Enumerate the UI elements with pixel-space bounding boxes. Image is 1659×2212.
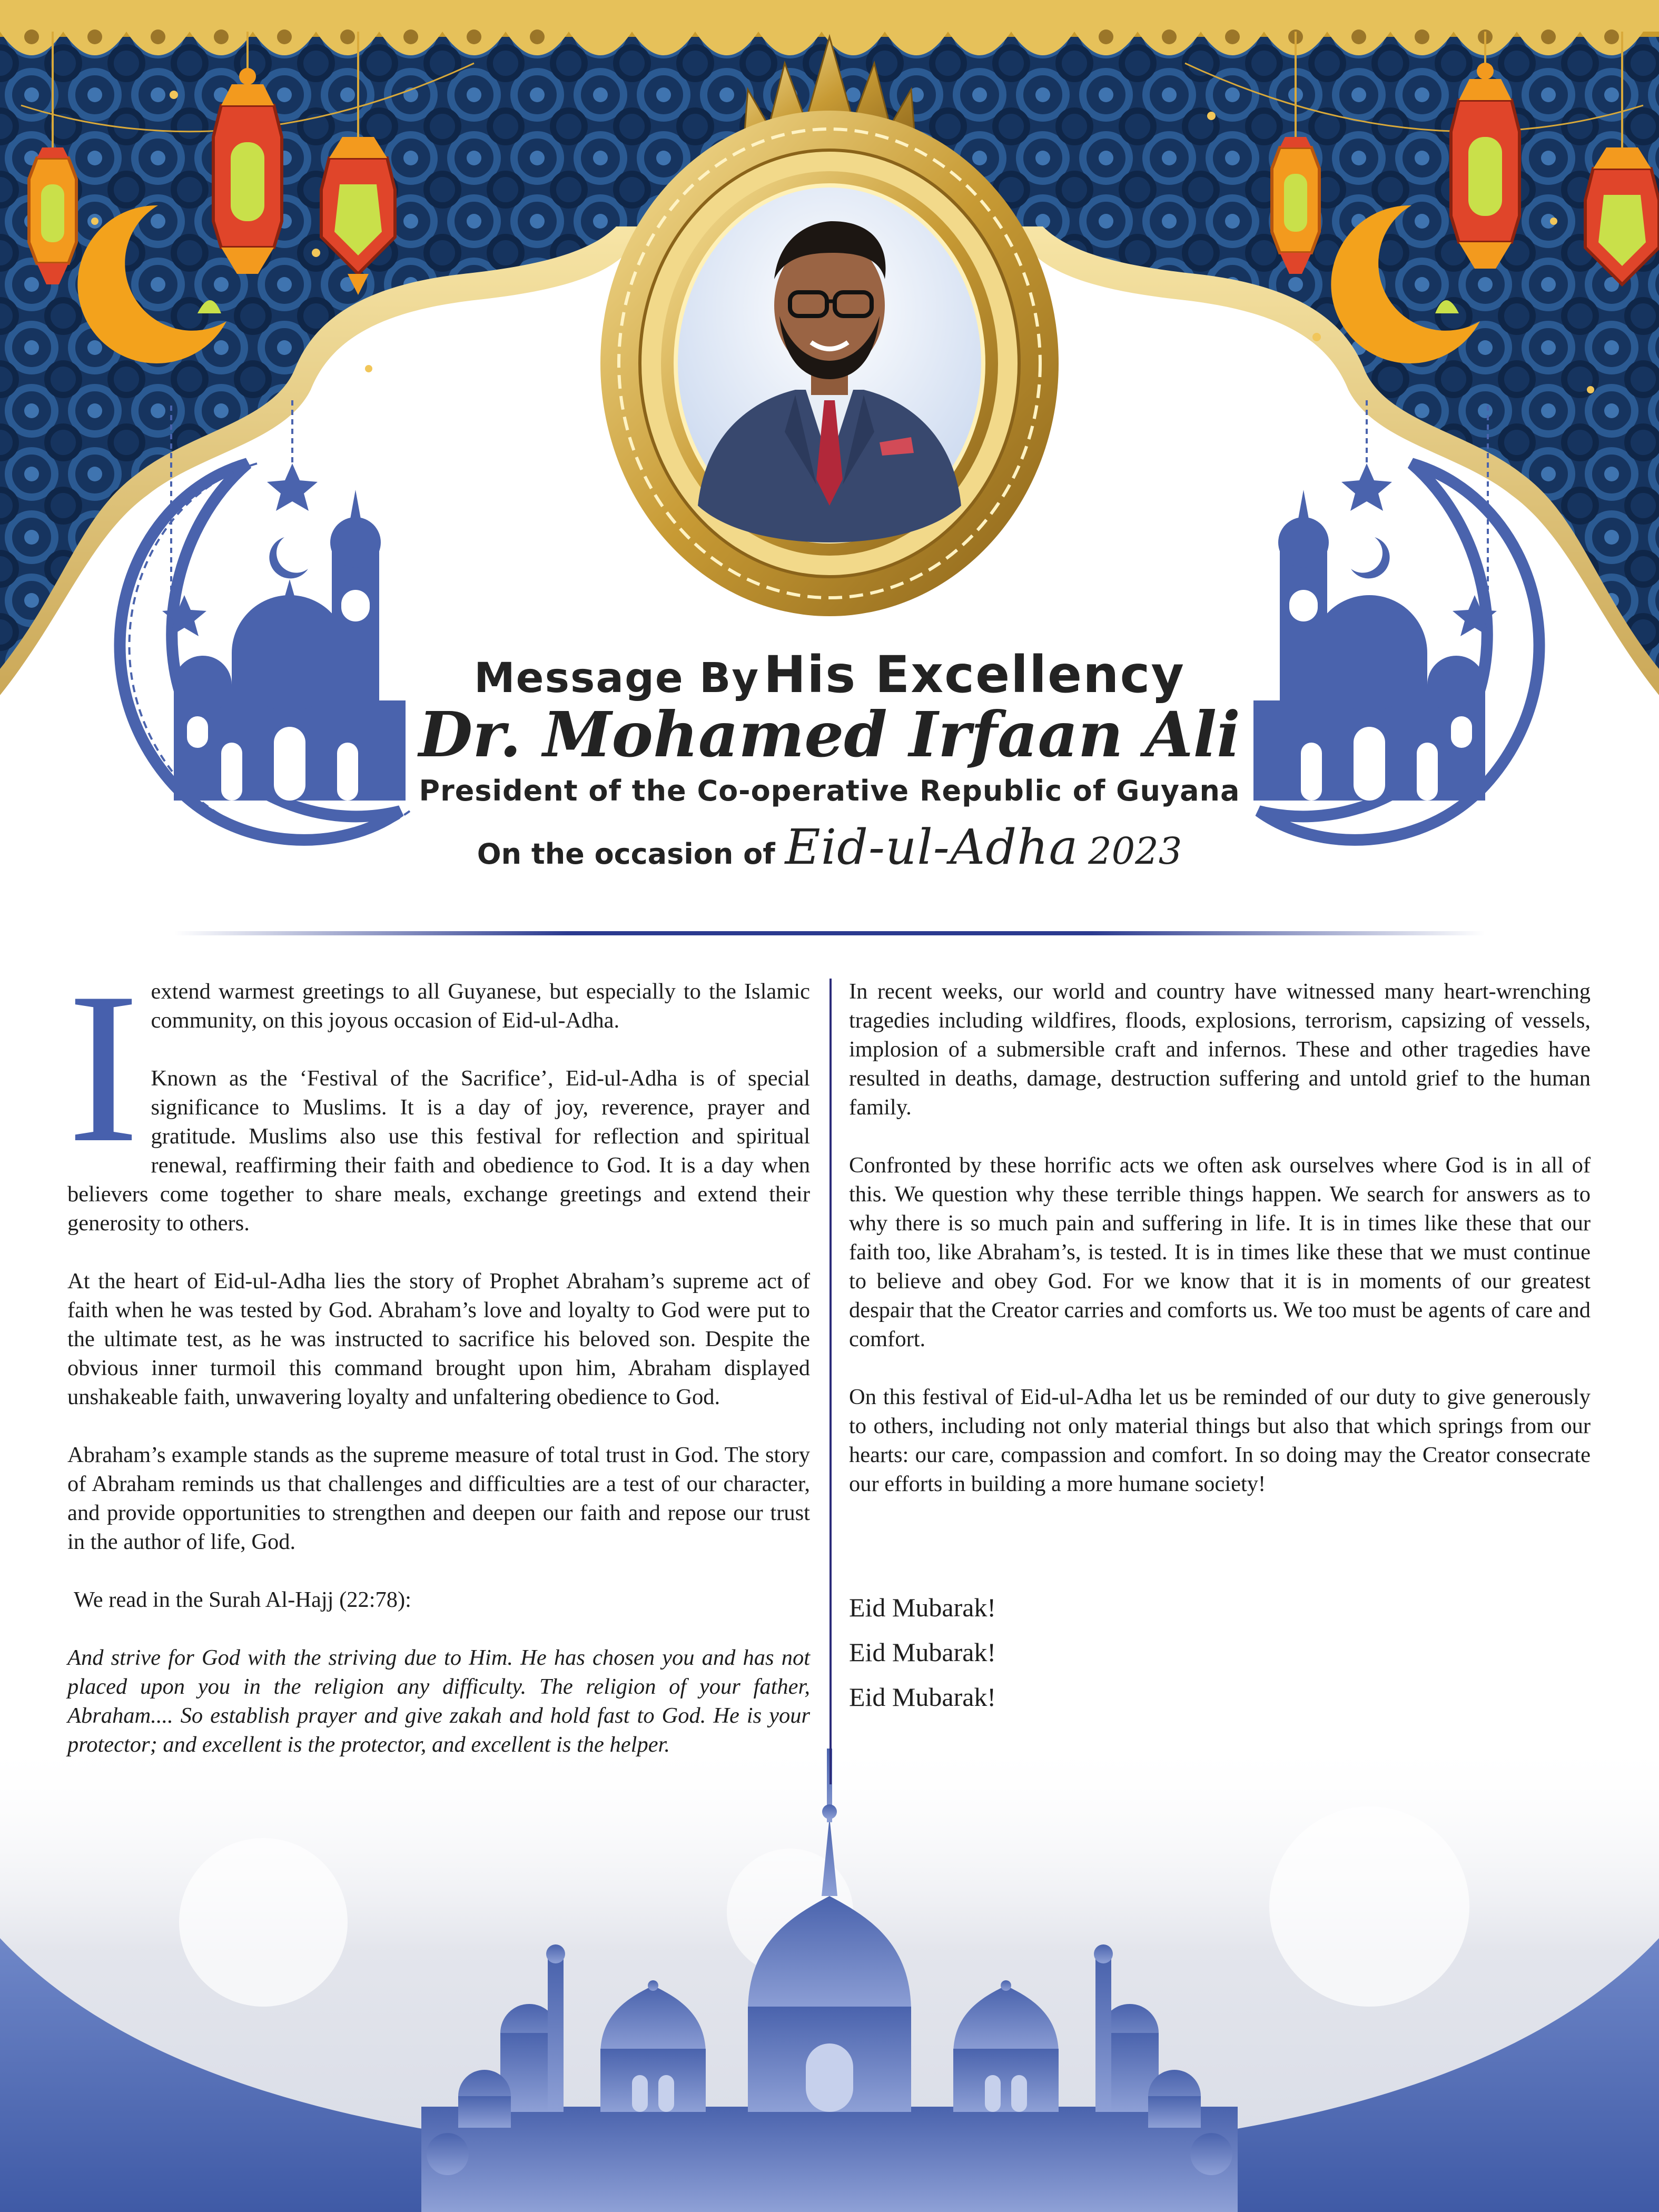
closing-line: Eid Mubarak! [849,1637,996,1667]
title-emphasis: His Excellency [763,645,1185,704]
occasion-line [0,819,1659,875]
president-portrait [585,32,1074,627]
message-column-left [67,948,810,1788]
paragraph-text: extend warmest greetings to all Guyanese, but especially to the Islamic community, on this joyous occasion of Eid-ul-Adha. [151,979,810,1033]
paragraph: In recent weeks, our world and country have witnessed many heart-wrenching tragedies including wildfires, floods, explosions, terrorism, capsizing of vessels, implosion of a submersible craft and infernos. These and other tragedies have resulted in deaths, damage, destruction suffering and untold grief to the human family. [849,979,1591,1120]
title-message-by [0,645,1659,704]
lantern-icon [29,147,76,284]
closing-line: Eid Mubarak! [849,1593,996,1622]
section-divider [174,931,1485,935]
president-position: President of the Co-operative Republic of Guyana [419,774,1240,807]
occasion-event: Eid-ul-Adha [785,819,1079,875]
paragraph: Known as the ‘Festival of the Sacrifice’, Eid-ul-Adha is of special significance to Muslims. It is a day of joy, reverence, prayer and gratitude. Muslims also use this festival for reflection and spiritual renewal, reaffirming their faith and obedience to God. It is a day when believers come together to share meals, exchange greetings and extend their generosity to others. [67,1066,810,1236]
occasion-year: 2023 [1088,829,1182,873]
closing-line: Eid Mubarak! [849,1682,996,1712]
paragraph: On this festival of Eid-ul-Adha let us be reminded of our duty to give generously to others, including not only material things but also that which springs from our hearts: our care, compassion and comfort. In so doing may the Creator consecrate our efforts in building a more humane society! [849,1385,1591,1496]
occasion-prefix: On the occasion of [477,837,775,871]
title-prefix: Message By [474,655,760,702]
paragraph: At the heart of Eid-ul-Adha lies the story of Prophet Abraham’s supreme act of faith when he was tested by God. Abraham’s love and loyalty to God were put to the ultimate test, as he was instructed to sacrifice his beloved son. Despite the obvious inner turmoil this command brought upon him, Abraham displayed unshakeable faith, unwavering loyalty and unfaltering obedience to God. [67,1269,810,1409]
footer-artwork [0,1738,1659,2212]
quran-quote: And strive for God with the striving due to Him. He has chosen you and has not placed upon you in the religion any difficulty. The religion of your father, Abraham.... So establish prayer and give zakah and hold fast to God. He is your protector; and excellent is the protector, and excellent is the helper. [67,1645,810,1757]
closing-greetings [849,1585,996,1720]
paragraph: Abraham’s example stands as the supreme measure of total trust in God. The story of Abraham reminds us that challenges and difficulties are a test of our character, and provide opportunities to strengthen and deepen our faith and repose our trust in the author of life, God. [67,1443,810,1554]
drop-cap: I [67,948,140,1187]
paragraph: Confronted by these horrific acts we often ask ourselves where God is in all of this. We question why these terrible things happen. We search for answers as to why there is so much pain and suffering in life. It is in times like these that our faith too, like Abraham’s, is tested. It is in times like these that we must continue to believe and obey God. For we know that it is in moments of our greatest despair that the Creator carries and comforts us. We too must be agents of care and comfort. [849,1153,1591,1351]
column-divider [829,979,832,1784]
paragraph: We read in the Surah Al-Hajj (22:78): [74,1587,411,1612]
president-name: Dr. Mohamed Irfaan Ali [418,698,1241,771]
message-column-right [849,977,1591,1527]
lantern-icon [1272,137,1319,274]
